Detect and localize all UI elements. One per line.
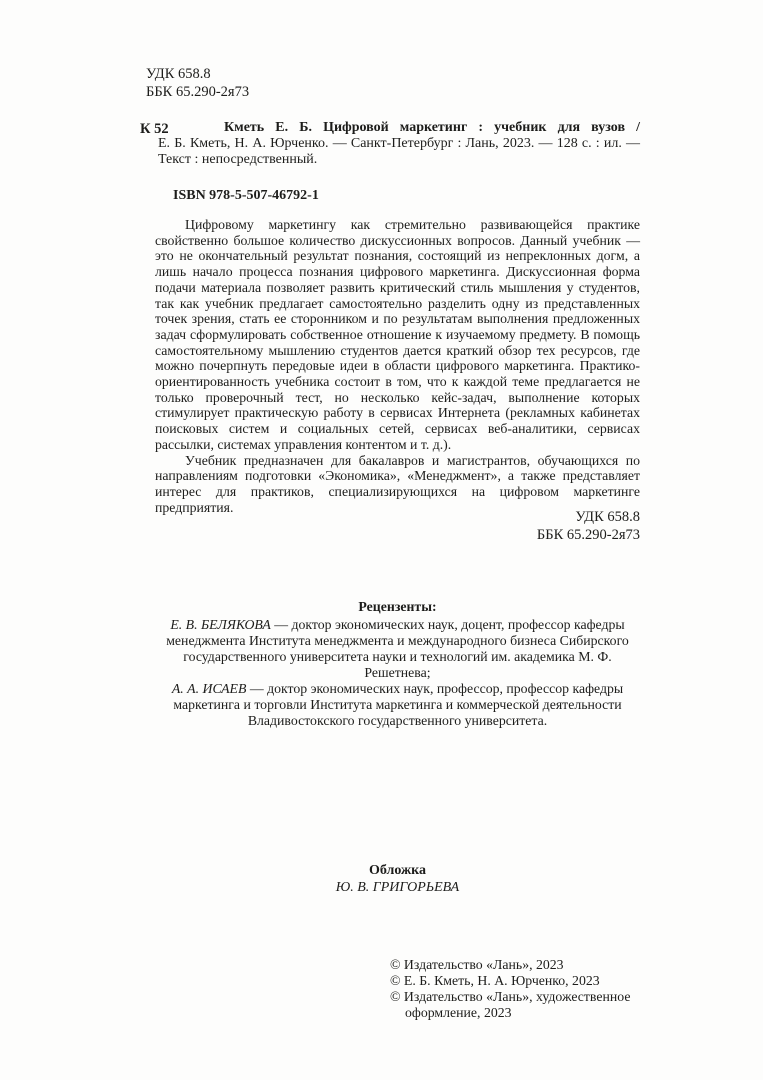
- reviewer-name: А. А. ИСАЕВ: [171, 681, 247, 696]
- annotation-block: [155, 217, 640, 515]
- bibliographic-record: [158, 120, 640, 168]
- cover-heading: Обложка: [368, 863, 427, 878]
- annotation-paragraph-1: Цифровому маркетингу как стремительно развивающейся практике свойственно большое количество дискуссионных вопросов. Данный учебник — это не окончательный результат познания, состоящий из непреклонных догм, а лишь начало процесса познания цифрового маркетинга. Дискуссионная форма подачи материала позволяет развить критический стиль мышления у студентов, так как учебник предлагает самостоятельно разделить одну из представленных точек зрения, стать ее сторонником и по результатам выполнения предложенных задач сформулировать собственное отношение к изучаемому предмету. В помощь самостоятельному мышлению студентов дается краткий обзор тех ресурсов, где можно почерпнуть передовые идеи в области цифрового маркетинга. Практико-ориентированность учебника состоит в том, что к каждой теме предлагается не только проверочный тест, но несколько кейс-задач, выполнение которых стимулирует практическую работу в сервисах Интернета (рекламных кабинетах поисковых систем и социальных сетей, сервисах веб-аналитики, сервисах рассылки, системах управления контентом и т. д.).: [155, 217, 640, 452]
- isbn-number: ISBN 978-5-507-46792-1: [173, 188, 319, 203]
- udk-code-bottom: УДК 658.8: [575, 509, 640, 525]
- reviewer-entry: [150, 681, 645, 729]
- reviewer-description: — доктор экономических наук, профессор, профессор кафедры маркетинга и торговли Института маркетинга и коммерческой деятельности Владивостокского государственного университета.: [173, 681, 624, 728]
- copyright-line: © Издательство «Лань», 2023: [390, 957, 564, 972]
- cover-credit-section: [150, 863, 645, 896]
- top-classification-codes: [146, 66, 249, 101]
- reviewer-entry: [150, 617, 645, 681]
- bottom-classification-codes: [155, 509, 640, 544]
- bib-record-details: Е. Б. Кметь, Н. А. Юрченко. — Санкт-Петербург : Лань, 2023. — 128 с. : ил. — Текст : непосредственный.: [158, 136, 640, 167]
- copyright-block: [390, 957, 646, 1021]
- bib-record-heading: Кметь Е. Б. Цифровой маркетинг : учебник для вузов /: [224, 120, 640, 135]
- copyright-line: © Издательство «Лань», художественное оформление, 2023: [390, 989, 631, 1020]
- reviewer-description: — доктор экономических наук, доцент, профессор кафедры менеджмента Института менеджмента и международного бизнеса Сибирского государственного университета науки и технологий им. академика М. Ф. Решетнева;: [166, 617, 629, 680]
- reviewers-heading: Рецензенты:: [358, 599, 437, 614]
- annotation-paragraph-2: Учебник предназначен для бакалавров и магистрантов, обучающихся по направлениям подготовки «Экономика», «Менеджмент», а также представляет интерес для практиков, специализирующихся на цифровом маркетинге предприятия.: [155, 452, 640, 515]
- cover-designer-name: Ю. В. ГРИГОРЬЕВА: [335, 879, 460, 895]
- bbk-code: ББК 65.290-2я73: [146, 83, 250, 100]
- udk-code: УДК 658.8: [146, 66, 211, 82]
- bib-record-label: К 52: [140, 121, 169, 137]
- copyright-line: © Е. Б. Кметь, Н. А. Юрченко, 2023: [390, 973, 600, 988]
- reviewer-name: Е. В. БЕЛЯКОВА: [170, 617, 271, 632]
- reviewers-section: [150, 599, 645, 729]
- bbk-code-bottom: ББК 65.290-2я73: [536, 526, 640, 543]
